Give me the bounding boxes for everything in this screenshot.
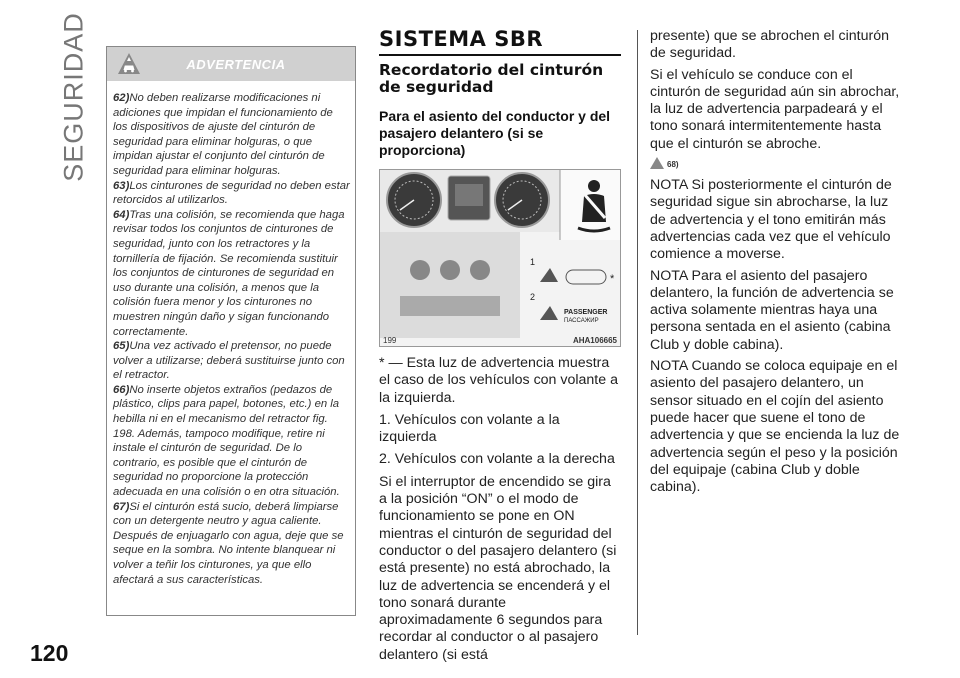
warning-car-icon bbox=[117, 52, 141, 76]
seatbelt-indicator-icon-2 bbox=[540, 306, 558, 320]
passenger-label-ru: ПАССАЖИР bbox=[564, 318, 599, 324]
warning-reference bbox=[650, 157, 900, 169]
subsection-title: Recordatorio del cinturón de seguridad bbox=[379, 61, 604, 96]
body-paragraph: Si el interruptor de encendido se gira a la posición “ON” o el modo de funcionamiento se pone en ON mientras el cinturón de seguridad del conductor o del pasajero delantero (si está presente) no está abrochado, la luz de advertencia se encenderá y el tono sonará durante aproximadamente 6 segundos para recordar al conductor o al pasajero delantero (si está bbox=[379, 473, 617, 663]
page-number: 120 bbox=[30, 640, 69, 666]
warning-reference-number: 68) bbox=[667, 160, 679, 170]
warning-item: 66)No inserte objetos extraños (pedazos de plástico, clips para papel, botones, etc.) en la hebilla ni en el mecanismo del retractor fig. 198. Además, tampoco modifique, retire ni instale el cinturón de seguridad. De lo contrario, es posible que el cinturón de seguridad no proporcione la protección adecuada en una colisión o en otra situación. bbox=[113, 383, 340, 499]
warning-box bbox=[106, 46, 356, 616]
column-right bbox=[650, 28, 900, 500]
note-paragraph: NOTA Para el asiento del pasajero delantero, la función de advertencia se activa solamente mientras haya una persona sentada en el asiento (cabina Club y doble cabina). bbox=[650, 267, 894, 353]
body-paragraph: Si el vehículo se conduce con el cinturón de seguridad aún sin abrochar, la luz de advertencia parpadeará y el tono sonará intermitentemente hasta que el cinturón se abroche. bbox=[650, 66, 900, 152]
warning-item: 67)Si el cinturón está sucio, deberá limpiarse con un detergente neutro y agua caliente. Después de enjuagarlo con agua, deje que se seque en la sombra. No intente blanquear ni volver a teñir los cinturones, ya que ello afectará a sus características. bbox=[113, 500, 344, 586]
seatbelt-indicator-icon-1 bbox=[540, 268, 558, 282]
figure-instrument-cluster bbox=[379, 169, 621, 347]
callout-2: 2 bbox=[530, 292, 536, 302]
column-middle bbox=[379, 28, 621, 664]
column-divider bbox=[637, 30, 638, 635]
note-paragraph: NOTA Si posteriormente el cinturón de seguridad sigue sin abrocharse, la luz de advertencia y el tono emitirán más advertencias cada vez que el vehículo comience a moverse. bbox=[650, 177, 892, 263]
warning-item: 63)Los cinturones de seguridad no deben estar retorcidos al utilizarlos. bbox=[113, 179, 350, 207]
callout-1: 1 bbox=[530, 257, 536, 267]
section-title: SISTEMA SBR bbox=[379, 28, 621, 56]
warning-item: 65)Una vez activado el pretensor, no puede volver a utilizarse; deberá sustituirse junto con el retractor. bbox=[113, 340, 345, 382]
list-item: 1. Vehículos con volante a la izquierda bbox=[379, 411, 560, 446]
figure-asterisk: * bbox=[610, 273, 615, 285]
asterisk-note: * — Esta luz de advertencia muestra el caso de los vehículos con volante a la izquierda. bbox=[379, 355, 618, 406]
passenger-label: PASSENGER bbox=[564, 309, 608, 316]
list-item: 2. Vehículos con volante a la derecha bbox=[379, 451, 615, 468]
figure-code: AHA106665 bbox=[572, 336, 617, 345]
sub-subsection-title: Para el asiento del conductor y del pasajero delantero (si se proporciona) bbox=[379, 108, 611, 158]
body-paragraph: presente) que se abrochen el cinturón de seguridad. bbox=[650, 28, 889, 62]
warning-item: 62)No deben realizarse modificaciones ni adiciones que impidan el funcionamiento de los dispositivos de ajuste del cinturón de seguridad para eliminar holguras, o que impidan ajustar el conjunto del cinturón de seguridad para eliminar holguras. bbox=[113, 92, 333, 177]
figure-number: 199 bbox=[383, 336, 397, 345]
warning-header bbox=[107, 47, 355, 81]
warning-item: 64)Tras una colisión, se recomienda que haga revisar todos los conjuntos de cinturones de seguridad, junto con los retractores y la tornillería de fijación. Se recomienda sustituir los conjuntos de cinturones de seguridad en uso durante una colisión, a menos que la colisión fuera menor y los cinturones no muestren ningún daño y sigan funcionando correctamente. bbox=[113, 208, 345, 338]
figure-illustration bbox=[380, 170, 621, 347]
section-side-title: SEGURIDAD bbox=[58, 12, 89, 182]
warning-title: ADVERTENCIA bbox=[186, 56, 286, 72]
note-paragraph: NOTA Cuando se coloca equipaje en el asiento del pasajero delantero, un sensor situado en el cojín del asiento puede hacer que suene el tono de advertencia y que se encienda la luz de advertencia según el peso y la posición del equipaje (cabina Club y doble cabina). bbox=[650, 358, 900, 496]
warning-small-icon bbox=[650, 157, 664, 169]
warning-body bbox=[107, 81, 355, 587]
